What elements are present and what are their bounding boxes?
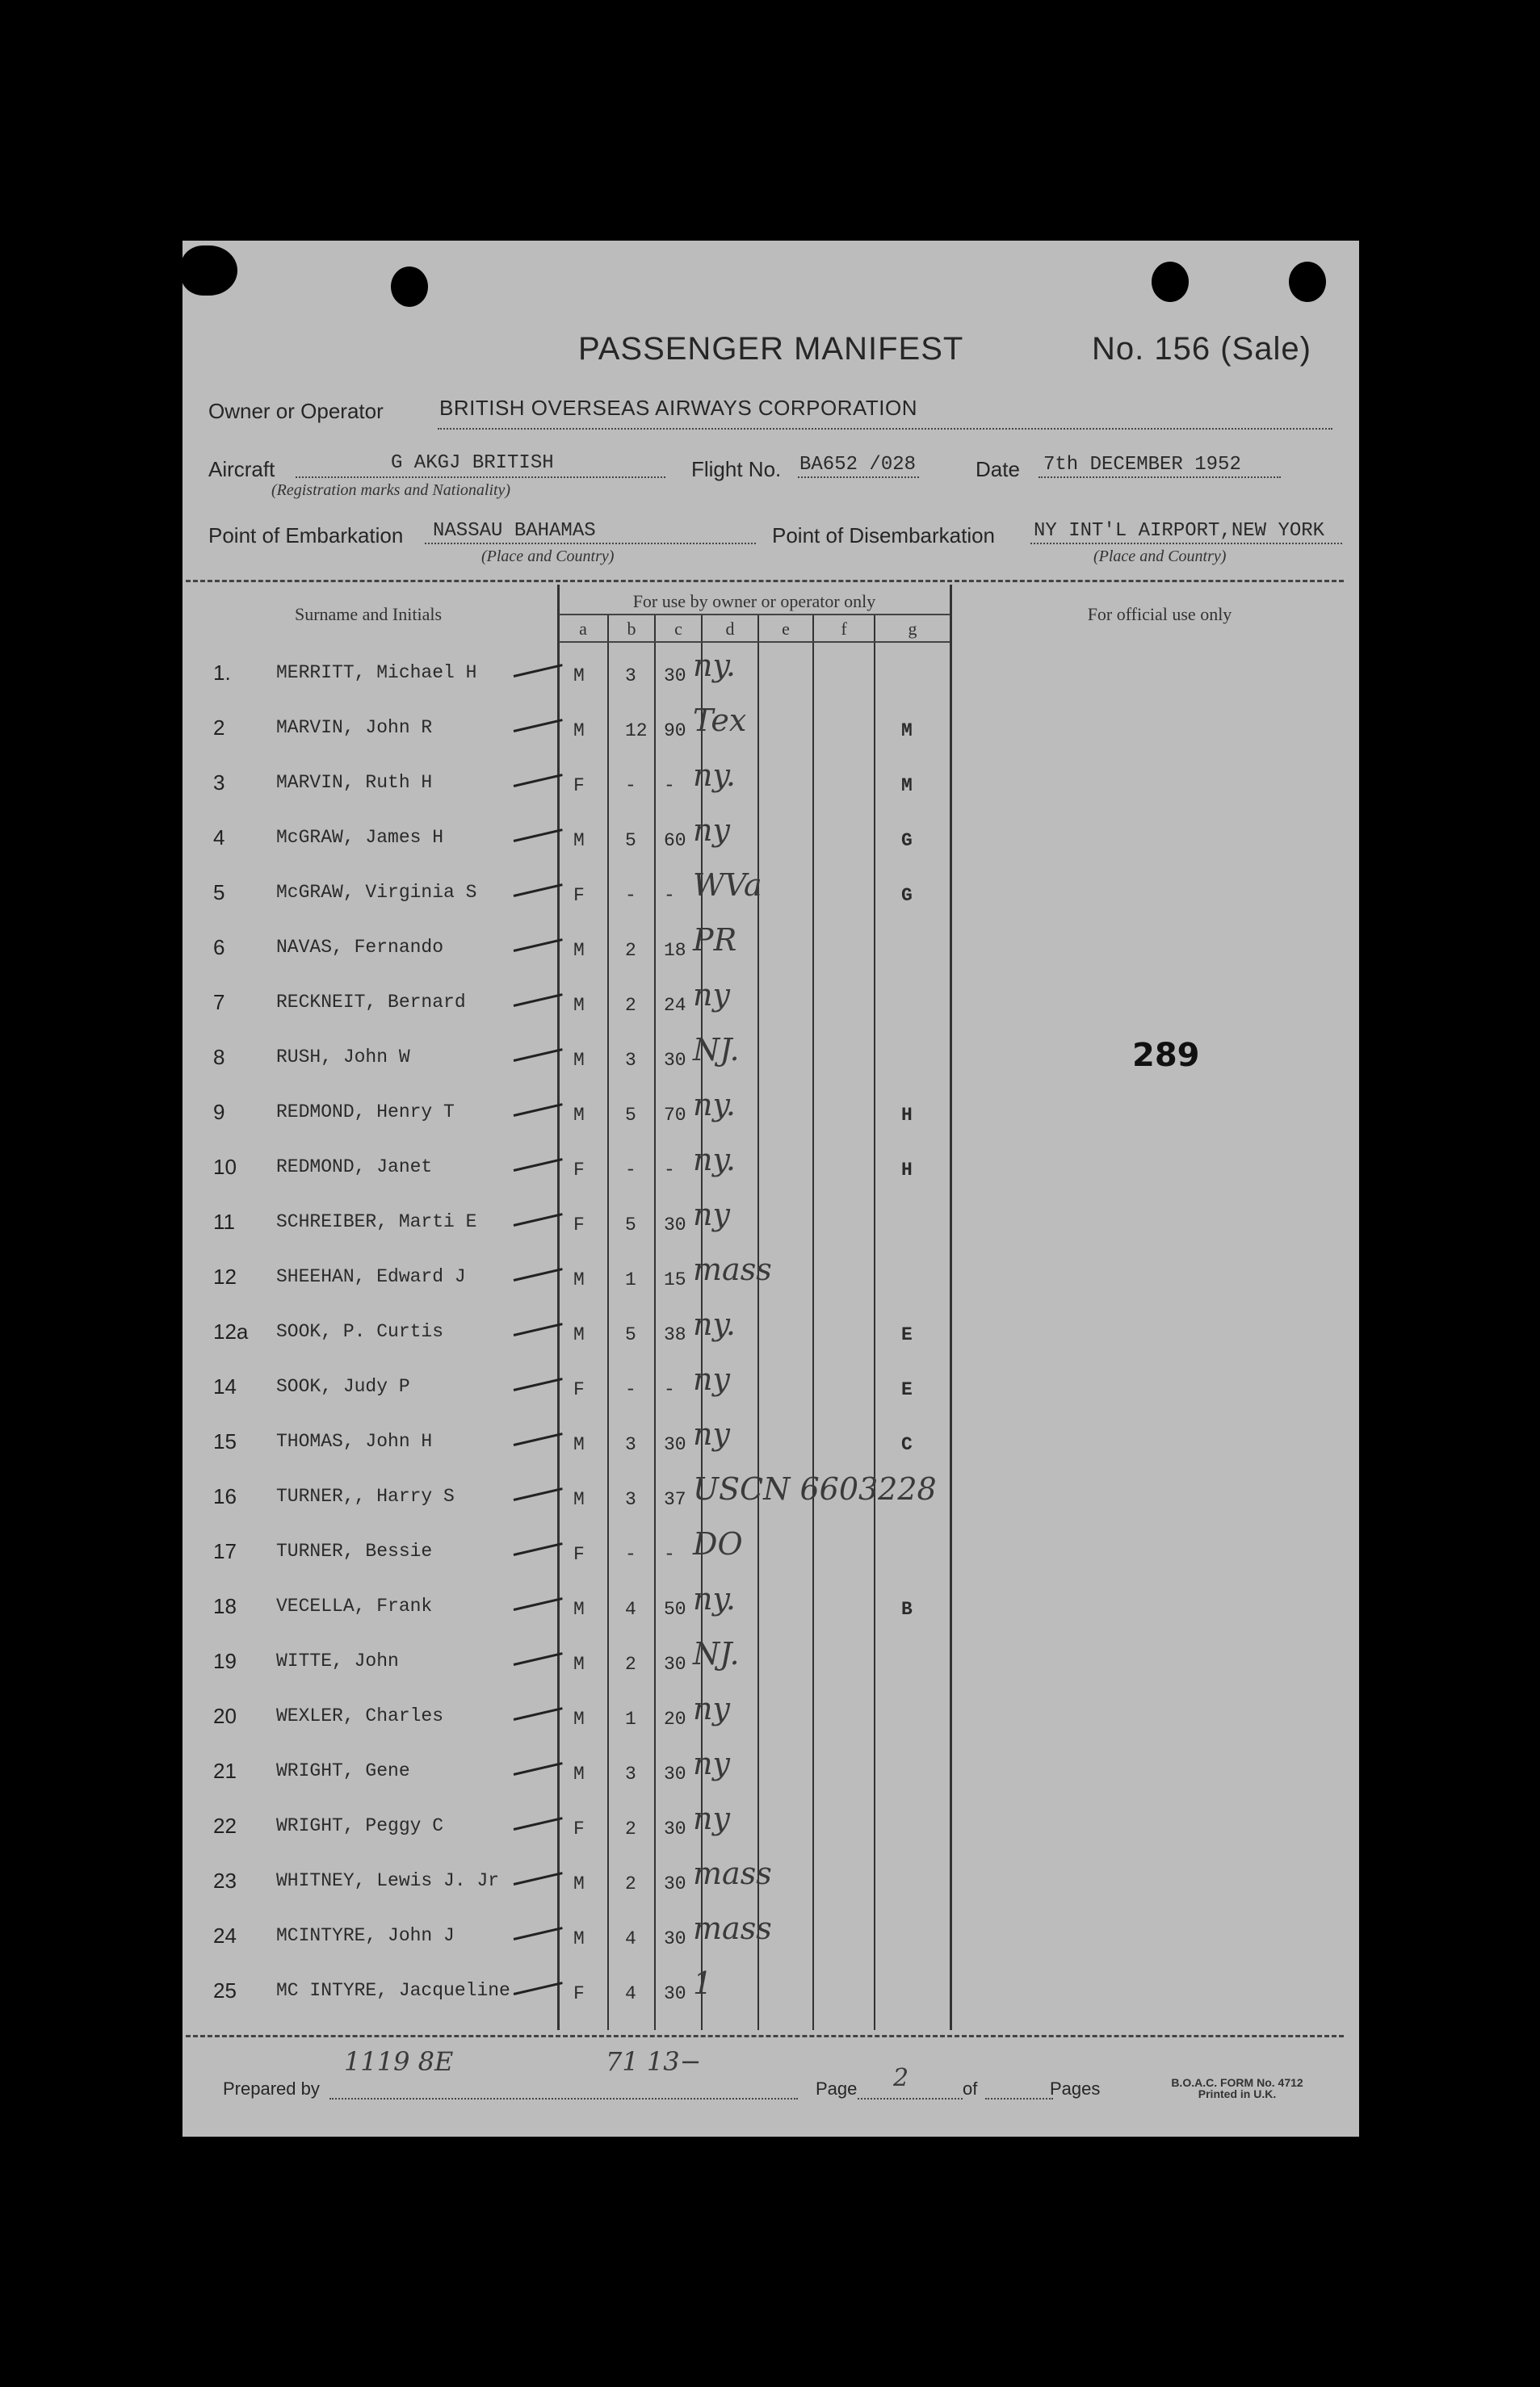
col-b-value: 2	[625, 940, 636, 961]
col-a-value: F	[573, 1983, 585, 2004]
handwritten-note: ny.	[693, 1307, 736, 1342]
form-code	[1148, 2077, 1326, 2100]
check-mark	[514, 1378, 563, 1391]
check-mark	[514, 1707, 563, 1721]
punch-hole-left	[181, 245, 237, 296]
col-g-value: C	[901, 1434, 913, 1455]
passenger-name: WEXLER, Charles	[276, 1705, 444, 1726]
handwritten-note: ny	[693, 1691, 730, 1726]
col-b-value: 1	[625, 1709, 636, 1730]
handwritten-note: Tex	[693, 703, 747, 738]
form-code-line1: B.O.A.C. FORM No. 4712	[1171, 2076, 1303, 2089]
handwritten-note: ny	[693, 977, 730, 1013]
col-b-value: 3	[625, 1489, 636, 1510]
passenger-row	[183, 922, 1359, 984]
col-c-value: 60	[664, 830, 686, 851]
passenger-name: REDMOND, Janet	[276, 1156, 433, 1177]
flight-label: Flight No.	[691, 457, 782, 481]
col-c-value: -	[664, 1379, 675, 1400]
col-a-value: M	[573, 1269, 585, 1290]
check-mark	[514, 883, 563, 897]
page-underline	[858, 2098, 963, 2100]
punch-hole-right-2	[1289, 262, 1326, 302]
passenger-name: McGRAW, Virginia S	[276, 882, 477, 903]
passenger-row	[183, 1691, 1359, 1752]
col-b-value: 3	[625, 1050, 636, 1071]
page-value: 2	[893, 2064, 909, 2092]
col-header-d: d	[725, 619, 735, 639]
col-b-value: 2	[625, 1873, 636, 1894]
col-g-value: M	[901, 720, 913, 741]
owner-value: BRITISH OVERSEAS AIRWAYS CORPORATION	[439, 396, 918, 420]
passenger-row	[183, 648, 1359, 709]
passenger-name: MERRITT, Michael H	[276, 662, 477, 683]
col-c-value: -	[664, 1544, 675, 1565]
row-number: 24	[213, 1923, 237, 1948]
form-code-line2: Printed in U.K.	[1198, 2087, 1277, 2100]
passenger-row	[183, 1911, 1359, 1972]
col-b-value: 2	[625, 995, 636, 1016]
col-b-value: -	[625, 1379, 636, 1400]
handwritten-note: mass	[693, 1856, 772, 1891]
row-number: 21	[213, 1759, 237, 1783]
col-b-value: -	[625, 775, 636, 796]
passenger-name: MC INTYRE, Jacqueline	[276, 1980, 510, 2001]
col-a-value: F	[573, 1819, 585, 1840]
col-c-value: 70	[664, 1105, 686, 1126]
check-mark	[514, 1487, 563, 1501]
disembark-note: (Place and Country)	[1093, 547, 1227, 565]
embark-value: NASSAU BAHAMAS	[433, 520, 596, 542]
disembark-underline	[1030, 543, 1342, 544]
passenger-name: THOMAS, John H	[276, 1431, 433, 1452]
col-a-value: F	[573, 885, 585, 906]
col-c-value: 30	[664, 1214, 686, 1235]
col-b-value: 3	[625, 1434, 636, 1455]
passenger-row	[183, 1581, 1359, 1642]
col-a-value: M	[573, 1105, 585, 1126]
check-mark	[514, 1927, 563, 1940]
date-underline	[1039, 476, 1281, 478]
aircraft-value: G AKGJ BRITISH	[391, 452, 554, 474]
col-a-value: M	[573, 1654, 585, 1675]
col-b-value: 4	[625, 1599, 636, 1620]
col-b-value: 3	[625, 1764, 636, 1785]
table-top-rule	[186, 580, 1344, 582]
form-number: No. 156 (Sale)	[1092, 331, 1311, 367]
col-a-value: F	[573, 1214, 585, 1235]
passenger-row	[183, 812, 1359, 874]
row-number: 10	[213, 1155, 237, 1179]
official-doc-number: 289	[1132, 1037, 1200, 1074]
col-g-value: G	[901, 885, 913, 906]
passenger-row	[183, 1856, 1359, 1917]
col-c-value: 50	[664, 1599, 686, 1620]
row-number: 22	[213, 1814, 237, 1838]
embark-underline	[425, 543, 756, 544]
passenger-row	[183, 867, 1359, 929]
owner-underline	[438, 428, 1332, 430]
col-a-value: M	[573, 1489, 585, 1510]
handwritten-note: ny	[693, 1416, 730, 1452]
check-mark	[514, 1213, 563, 1227]
col-g-value: H	[901, 1160, 913, 1181]
passenger-row	[183, 1965, 1359, 2027]
row-number: 16	[213, 1484, 237, 1508]
handwritten-note: ny	[693, 1197, 730, 1232]
col-c-value: 30	[664, 1050, 686, 1071]
row-number: 14	[213, 1374, 237, 1399]
passenger-row	[183, 1197, 1359, 1258]
embark-label: Point of Embarkation	[208, 523, 404, 547]
col-header-g: g	[908, 619, 917, 639]
col-a-value: M	[573, 1599, 585, 1620]
passenger-name: RUSH, John W	[276, 1047, 410, 1068]
col-a-value: F	[573, 1160, 585, 1181]
col-c-value: 30	[664, 1654, 686, 1675]
passenger-name: WRIGHT, Peggy C	[276, 1815, 444, 1836]
col-g-value: M	[901, 775, 913, 796]
surname-header: Surname and Initials	[294, 604, 443, 624]
passenger-row	[183, 1526, 1359, 1588]
row-number: 9	[213, 1100, 225, 1124]
col-c-value: -	[664, 885, 675, 906]
col-b-value: -	[625, 1544, 636, 1565]
col-header-a: a	[579, 619, 587, 639]
row-number: 20	[213, 1704, 237, 1728]
check-mark	[514, 1652, 563, 1666]
prepared-signature: 1119 8E	[344, 2046, 454, 2077]
handwritten-note: NJ.	[693, 1032, 740, 1068]
handwritten-note: 1	[693, 1965, 713, 2001]
col-b-value: 5	[625, 1105, 636, 1126]
page-label: Page	[816, 2079, 858, 2099]
col-c-value: 30	[664, 1983, 686, 2004]
col-a-value: M	[573, 1050, 585, 1071]
handwritten-note: ny.	[693, 757, 736, 793]
passenger-row	[183, 757, 1359, 819]
handwritten-note: DO	[693, 1526, 743, 1562]
owner-header-rule	[559, 614, 950, 615]
handwritten-note: ny	[693, 1801, 730, 1836]
handwritten-note: PR	[693, 922, 737, 958]
passenger-name: SHEEHAN, Edward J	[276, 1266, 466, 1287]
col-b-value: 1	[625, 1269, 636, 1290]
passenger-name: VECELLA, Frank	[276, 1596, 433, 1617]
col-a-value: M	[573, 1324, 585, 1345]
date-value: 7th DECEMBER 1952	[1043, 454, 1241, 476]
passenger-row	[183, 1361, 1359, 1423]
col-b-value: -	[625, 885, 636, 906]
passenger-name: WITTE, John	[276, 1651, 399, 1672]
header-bottom-rule	[559, 641, 950, 643]
row-number: 25	[213, 1978, 237, 2003]
row-number: 19	[213, 1649, 237, 1673]
flight-value: BA652 /028	[799, 454, 917, 476]
col-g-value: G	[901, 830, 913, 851]
col-c-value: 37	[664, 1489, 686, 1510]
col-c-value: 15	[664, 1269, 686, 1290]
passenger-row	[183, 977, 1359, 1038]
row-number: 3	[213, 770, 225, 795]
table-bottom-rule	[186, 2035, 1344, 2037]
col-c-value: 18	[664, 940, 686, 961]
check-mark	[514, 993, 563, 1007]
passenger-name: WHITNEY, Lewis J. Jr	[276, 1870, 500, 1891]
col-c-value: 30	[664, 1434, 686, 1455]
passenger-name: SCHREIBER, Marti E	[276, 1211, 477, 1232]
col-a-value: M	[573, 1709, 585, 1730]
handwritten-note: ny	[693, 812, 730, 848]
passenger-name: WRIGHT, Gene	[276, 1760, 410, 1781]
col-b-value: -	[625, 1160, 636, 1181]
check-mark	[514, 938, 563, 952]
passenger-name: McGRAW, James H	[276, 827, 444, 848]
col-b-value: 3	[625, 665, 636, 686]
col-a-value: M	[573, 1928, 585, 1949]
col-g-value: B	[901, 1599, 913, 1620]
check-mark	[514, 1982, 563, 1995]
official-use-header: For official use only	[1087, 604, 1232, 624]
row-number: 1.	[213, 661, 231, 685]
passenger-name: MARVIN, Ruth H	[276, 772, 433, 793]
col-a-value: M	[573, 995, 585, 1016]
check-mark	[514, 664, 563, 678]
passenger-row	[183, 1471, 1359, 1533]
col-header-f: f	[841, 619, 847, 639]
col-c-value: -	[664, 1160, 675, 1181]
col-b-value: 2	[625, 1819, 636, 1840]
row-number: 7	[213, 990, 225, 1014]
col-b-value: 5	[625, 830, 636, 851]
col-a-value: M	[573, 940, 585, 961]
row-number: 17	[213, 1539, 237, 1563]
row-number: 23	[213, 1869, 237, 1893]
aircraft-label: Aircraft	[208, 457, 275, 481]
of-underline	[985, 2098, 1053, 2100]
disembark-label: Point of Disembarkation	[772, 523, 996, 547]
row-number: 2	[213, 715, 225, 740]
check-mark	[514, 774, 563, 787]
row-number: 15	[213, 1429, 237, 1454]
col-b-value: 12	[625, 720, 648, 741]
handwritten-note: ny.	[693, 1087, 736, 1122]
passenger-row	[183, 1801, 1359, 1862]
passenger-row	[183, 1307, 1359, 1368]
handwritten-note: WVa	[693, 867, 762, 903]
handwritten-note: ny.	[693, 1142, 736, 1177]
col-c-value: 30	[664, 1873, 686, 1894]
handwritten-note: mass	[693, 1252, 772, 1287]
aircraft-note: (Registration marks and Nationality)	[271, 481, 511, 499]
passenger-row	[183, 1142, 1359, 1203]
passenger-row	[183, 1252, 1359, 1313]
check-mark	[514, 1103, 563, 1117]
passenger-name: SOOK, P. Curtis	[276, 1321, 444, 1342]
col-c-value: 38	[664, 1324, 686, 1345]
passenger-row	[183, 1636, 1359, 1697]
handwritten-note: mass	[693, 1911, 772, 1946]
aircraft-underline	[296, 476, 665, 478]
handwritten-note: ny.	[693, 648, 736, 683]
col-c-value: 30	[664, 1819, 686, 1840]
col-b-value: 4	[625, 1928, 636, 1949]
row-number: 8	[213, 1045, 225, 1069]
col-a-value: M	[573, 720, 585, 741]
col-g-value: E	[901, 1324, 913, 1345]
check-mark	[514, 1872, 563, 1886]
check-mark	[514, 1817, 563, 1831]
passenger-row	[183, 1746, 1359, 1807]
handwritten-note: NJ.	[693, 1636, 740, 1672]
passenger-row	[183, 1087, 1359, 1148]
manifest-sheet	[183, 241, 1359, 2137]
check-mark	[514, 719, 563, 732]
punch-hole-right-1	[1152, 262, 1189, 302]
col-g-value: E	[901, 1379, 913, 1400]
passenger-row	[183, 1416, 1359, 1478]
handwritten-note: ny.	[693, 1581, 736, 1617]
col-a-value: M	[573, 830, 585, 851]
of-label: of	[963, 2079, 978, 2099]
row-number: 5	[213, 880, 225, 904]
disembark-value: NY INT'L AIRPORT,NEW YORK	[1034, 520, 1325, 542]
prepared-label: Prepared by	[223, 2079, 320, 2099]
check-mark	[514, 1323, 563, 1336]
col-a-value: M	[573, 1873, 585, 1894]
passenger-name: NAVAS, Fernando	[276, 937, 444, 958]
check-mark	[514, 1542, 563, 1556]
col-header-b: b	[627, 619, 636, 639]
handwritten-note: ny	[693, 1746, 730, 1781]
col-b-value: 5	[625, 1214, 636, 1235]
row-number: 18	[213, 1594, 237, 1618]
check-mark	[514, 829, 563, 842]
passenger-name: MCINTYRE, John J	[276, 1925, 455, 1946]
handwritten-note: USCN 6603228	[693, 1471, 937, 1507]
col-c-value: -	[664, 775, 675, 796]
row-number: 4	[213, 825, 225, 850]
col-c-value: 30	[664, 1928, 686, 1949]
check-mark	[514, 1158, 563, 1172]
col-a-value: M	[573, 665, 585, 686]
manifest-title: PASSENGER MANIFEST	[578, 331, 964, 367]
col-c-value: 30	[664, 1764, 686, 1785]
col-b-value: 4	[625, 1983, 636, 2004]
col-header-e: e	[782, 619, 790, 639]
check-mark	[514, 1048, 563, 1062]
row-number: 11	[213, 1210, 235, 1234]
prepared-underline	[329, 2098, 798, 2100]
row-number: 12a	[213, 1319, 249, 1344]
punch-hole-left-2	[391, 266, 428, 307]
check-mark	[514, 1268, 563, 1282]
col-c-value: 30	[664, 665, 686, 686]
date-label: Date	[976, 457, 1020, 481]
col-a-value: M	[573, 1764, 585, 1785]
col-a-value: F	[573, 1544, 585, 1565]
passenger-row	[183, 703, 1359, 764]
owner-use-header: For use by owner or operator only	[632, 591, 876, 611]
row-number: 12	[213, 1265, 237, 1289]
col-g-value: H	[901, 1105, 913, 1126]
col-c-value: 20	[664, 1709, 686, 1730]
flight-underline	[798, 476, 919, 478]
check-mark	[514, 1597, 563, 1611]
check-mark	[514, 1762, 563, 1776]
owner-label: Owner or Operator	[208, 399, 384, 423]
pages-label: Pages	[1050, 2079, 1101, 2099]
prepared-signature-2: 71 13−	[606, 2046, 702, 2077]
col-a-value: M	[573, 1434, 585, 1455]
passenger-name: TURNER,, Harry S	[276, 1486, 455, 1507]
col-header-c: c	[674, 619, 682, 639]
col-a-value: F	[573, 775, 585, 796]
col-a-value: F	[573, 1379, 585, 1400]
check-mark	[514, 1433, 563, 1446]
embark-note: (Place and Country)	[481, 547, 615, 565]
row-number: 6	[213, 935, 225, 959]
passenger-name: MARVIN, John R	[276, 717, 433, 738]
passenger-name: REDMOND, Henry T	[276, 1101, 455, 1122]
passenger-name: SOOK, Judy P	[276, 1376, 410, 1397]
handwritten-note: ny	[693, 1361, 730, 1397]
col-c-value: 24	[664, 995, 686, 1016]
col-b-value: 2	[625, 1654, 636, 1675]
col-b-value: 5	[625, 1324, 636, 1345]
passenger-name: TURNER, Bessie	[276, 1541, 433, 1562]
passenger-name: RECKNEIT, Bernard	[276, 992, 466, 1013]
col-c-value: 90	[664, 720, 686, 741]
